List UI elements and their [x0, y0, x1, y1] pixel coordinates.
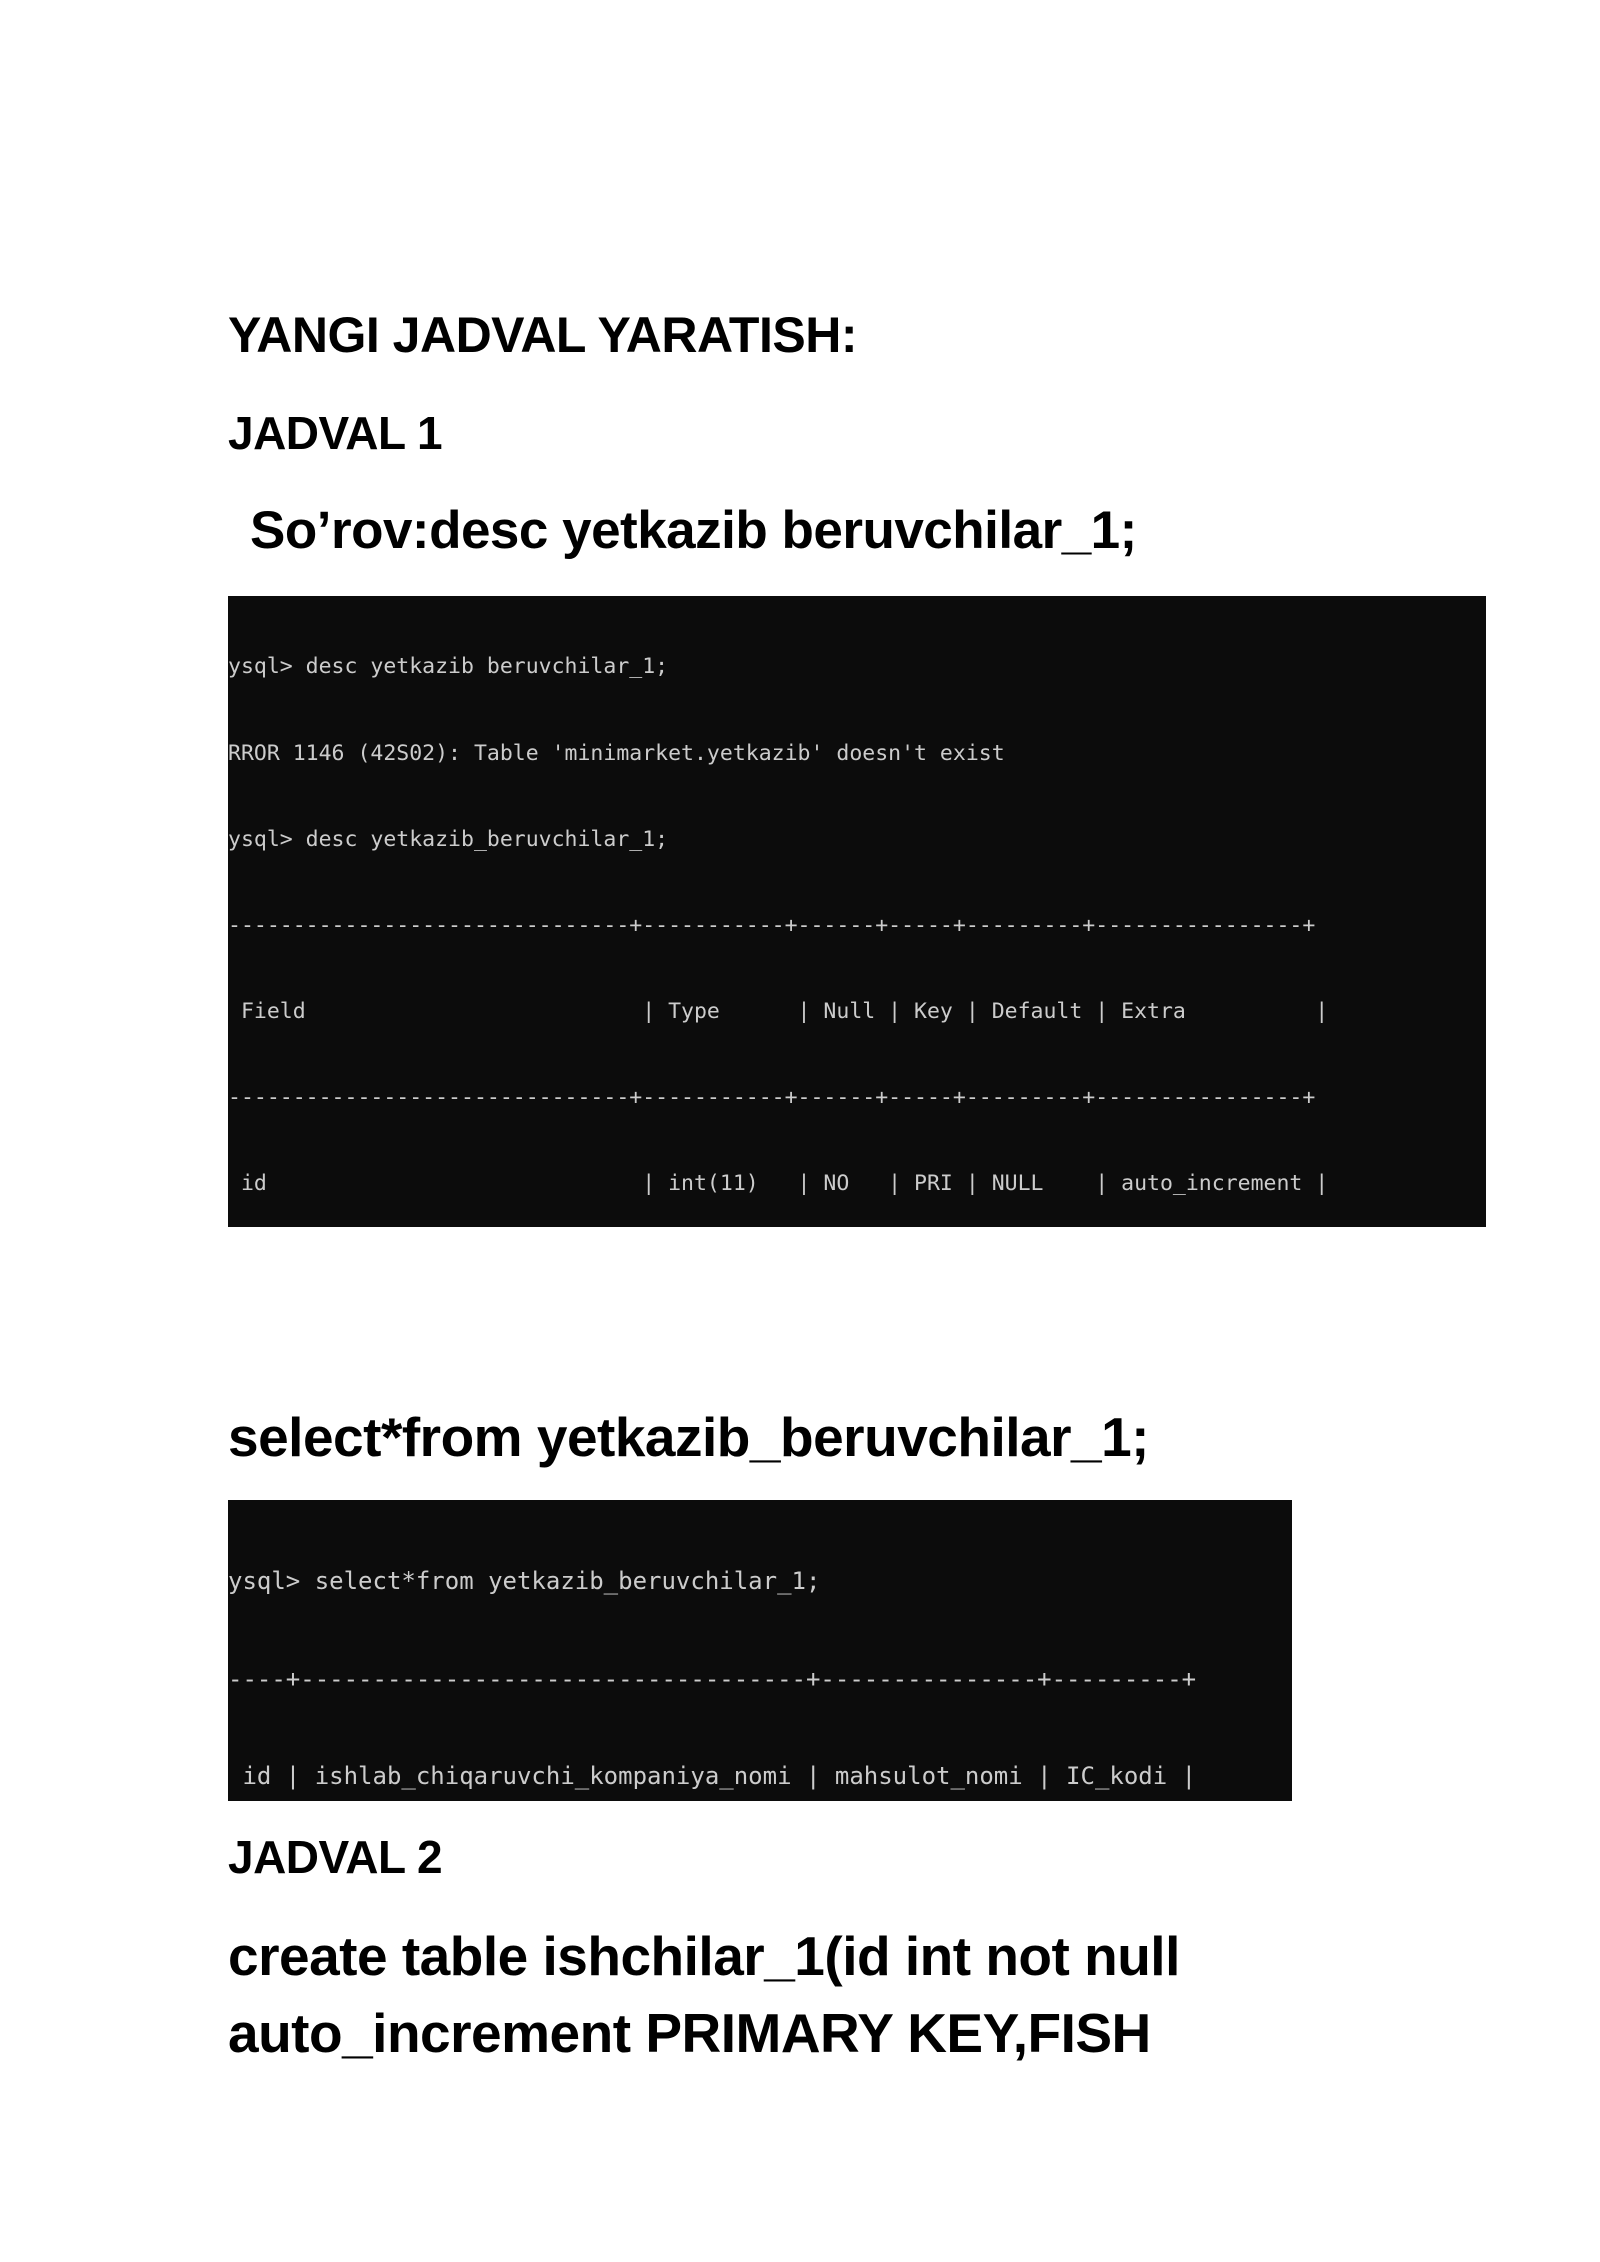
terminal-screenshot-select: [228, 1500, 1292, 1801]
terminal-line: RROR 1146 (42S02): Table 'minimarket.yetkazib' doesn't exist: [228, 740, 1005, 766]
terminal-line: ysql> desc yetkazib beruvchilar_1;: [228, 654, 669, 680]
terminal-line: -------------------------------+-----------+------+-----+---------+----------------+: [228, 912, 1316, 938]
terminal-line: Field | Type | Null | Key | Default | Extra |: [228, 998, 1329, 1024]
create-table-statement: create table ishchilar_1(id int not null auto_increment PRIMARY KEY,FISH: [228, 1925, 1180, 2064]
select-heading: select*from yetkazib_beruvchilar_1;: [228, 1406, 1149, 1468]
terminal-line: ysql> select*from yetkazib_beruvchilar_1;: [228, 1567, 821, 1595]
page-title: YANGI JADVAL YARATISH:: [228, 307, 857, 363]
terminal-output: [228, 596, 1486, 1227]
query-heading: So’rov:desc yetkazib beruvchilar_1;: [250, 501, 1137, 560]
terminal-line: id | int(11) | NO | PRI | NULL | auto_increment |: [228, 1171, 1329, 1197]
terminal-screenshot-desc: [228, 596, 1486, 1227]
terminal-line: -------------------------------+-----------+------+-----+---------+----------------+: [228, 1084, 1316, 1110]
table-2-heading: JADVAL 2: [228, 1831, 443, 1883]
terminal-line: ysql> desc yetkazib_beruvchilar_1;: [228, 826, 669, 852]
table-1-heading: JADVAL 1: [228, 407, 443, 459]
terminal-line: id | ishlab_chiqaruvchi_kompaniya_nomi | mahsulot_nomi | IC_kodi |: [228, 1762, 1197, 1790]
terminal-output: [228, 1500, 1292, 1801]
terminal-line: ----+-----------------------------------+---------------+---------+: [228, 1664, 1197, 1693]
